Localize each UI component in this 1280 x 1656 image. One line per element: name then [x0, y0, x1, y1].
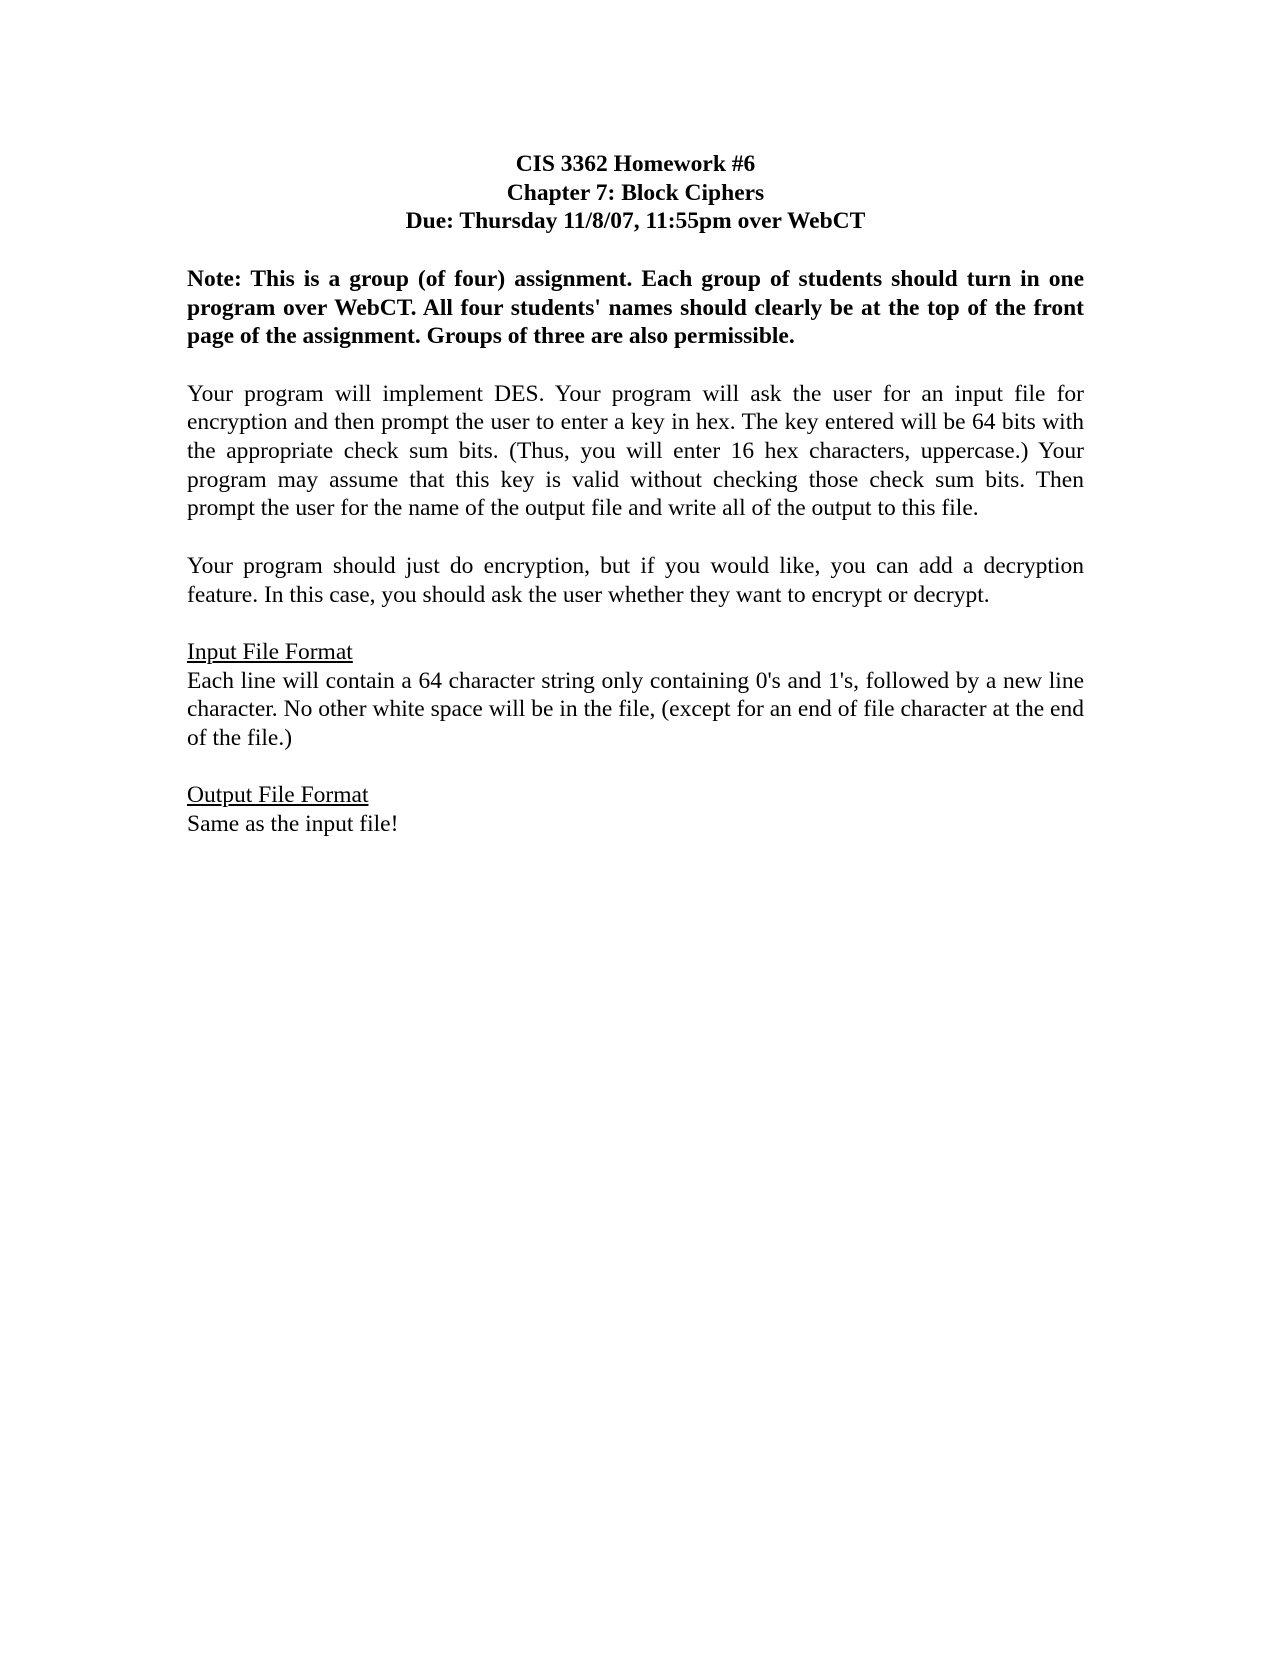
due-date: Due: Thursday 11/8/07, 11:55pm over WebCT	[405, 208, 866, 235]
output-format-title: Output File Format	[187, 782, 369, 809]
paragraph-decryption-option: Your program should just do encryption, but if you would like, you can add a decryption feature. In this case, you should ask the user whether they want to encrypt or decrypt.	[187, 552, 1084, 608]
input-format-title: Input File Format	[187, 638, 353, 665]
output-format-body: Same as the input file!	[187, 811, 399, 838]
document-page	[187, 150, 1084, 839]
chapter-title: Chapter 7: Block Ciphers	[506, 179, 765, 206]
paragraph-des-description: Your program will implement DES. Your program will ask the user for an input file for encryption and then prompt the user to enter a key in hex. The key entered will be 64 bits with the appropriate check sum bits. (Thus, you will enter 16 hex characters, uppercase.) Your program may assume that this key is valid without checking those check sum bits. Then prompt the user for the name of the output file and write all of the output to this file.	[187, 380, 1084, 522]
output-format-section	[187, 781, 1084, 838]
group-note: Note: This is a group (of four) assignment. Each group of students should turn in one program over WebCT. All four students' names should clearly be at the top of the front page of the assignment. Groups of three are also permissible.	[187, 265, 1084, 350]
input-format-section	[187, 638, 1084, 753]
document-heading	[187, 150, 1084, 236]
input-format-body: Each line will contain a 64 character string only containing 0's and 1's, followed by a new line character. No other white space will be in the file, (except for an end of file character at the end of the file.)	[187, 667, 1084, 751]
document-title: CIS 3362 Homework #6	[515, 151, 756, 177]
